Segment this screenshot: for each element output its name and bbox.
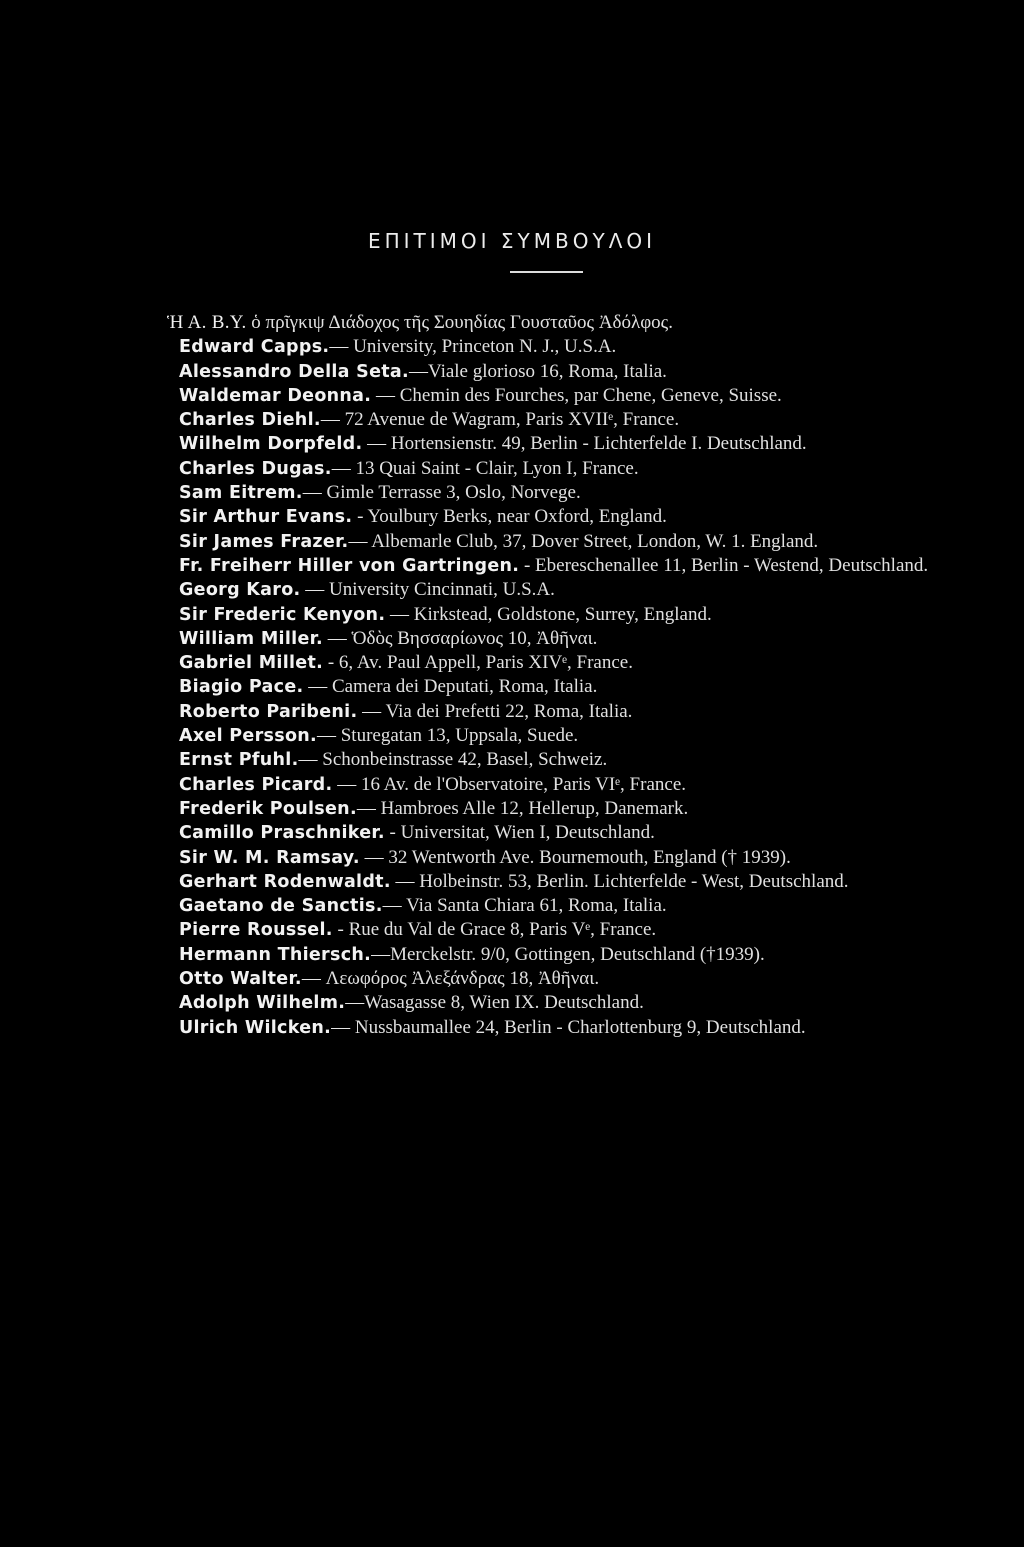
list-item — [179, 360, 939, 384]
entry-separator: - — [332, 919, 349, 941]
entry-address: Schonbeinstrasse 42, Basel, Schweiz. — [322, 749, 608, 771]
entry-separator: — — [357, 700, 386, 722]
entry-name: Edward Capps. — [179, 337, 330, 358]
list-item — [179, 675, 939, 699]
list-item — [179, 870, 939, 894]
entry-address: Chemin des Fourches, par Chene, Geneve, Suisse. — [399, 384, 782, 406]
entry-address: Merckelstr. 9/0, Gottingen, Deutschland (†1939). — [390, 943, 765, 965]
list-item — [167, 311, 939, 335]
entry-separator: — — [331, 1016, 355, 1038]
entry-address: Gimle Terrasse 3, Oslo, Norvege. — [326, 482, 581, 504]
entry-name: Sir W. M. Ramsay. — [179, 847, 360, 868]
entry-name: Otto Walter. — [179, 969, 302, 990]
entry-separator: - — [519, 554, 536, 576]
entry-name: Waldemar Deonna. — [179, 385, 372, 406]
entry-address: Universitat, Wien I, Deutschland. — [400, 822, 655, 844]
list-item — [179, 821, 939, 845]
entry-name: Wilhelm Dorpfeld. — [179, 434, 363, 455]
entry-address: Albemarle Club, 37, Dover Street, London, W. 1. England. — [371, 530, 819, 552]
entry-address: Rue du Val de Grace 8, Paris Vᵉ, France. — [348, 919, 657, 941]
entry-separator: — — [329, 336, 354, 358]
entry-separator: — — [348, 530, 372, 552]
entry-address: Via dei Prefetti 22, Roma, Italia. — [385, 700, 633, 722]
entry-separator: — — [303, 676, 332, 698]
entry-separator: — — [371, 943, 391, 965]
entry-address: Youlbury Berks, near Oxford, England. — [367, 506, 667, 528]
entry-name: Adolph Wilhelm. — [179, 993, 346, 1014]
entry-address: Kirkstead, Goldstone, Surrey, England. — [413, 603, 712, 625]
entry-separator: — — [385, 603, 414, 625]
list-item — [179, 505, 939, 529]
list-item — [179, 894, 939, 918]
entry-address: Camera dei Deputati, Roma, Italia. — [331, 676, 598, 698]
entry-address: Hambroes Alle 12, Hellerup, Danemark. — [380, 797, 689, 819]
entry-address: Ebereschenallee 11, Berlin - Westend, Deutschland. — [535, 554, 929, 576]
entry-separator: — — [331, 457, 356, 479]
entry-name: Sir Frederic Kenyon. — [179, 604, 386, 625]
entry-separator: — — [300, 579, 329, 601]
entry-name: Frederik Poulsen. — [179, 798, 357, 819]
list-item — [179, 384, 939, 408]
entry-name: Charles Picard. — [179, 774, 333, 795]
entry-address: 32 Wentworth Ave. Bournemouth, England († 1939). — [388, 846, 791, 868]
list-item — [179, 335, 939, 359]
entry-separator: — — [345, 992, 365, 1014]
honorary-advisors-list — [167, 311, 939, 1040]
entry-separator: - — [384, 822, 401, 844]
entry-separator: — — [302, 482, 327, 504]
entry-address: Λεωφόρος Ἀλεξάνδρας 18, Ἀθῆναι. — [325, 968, 600, 990]
list-item — [179, 918, 939, 942]
entry-separator: — — [356, 797, 381, 819]
entry-separator: — — [301, 968, 326, 990]
entry-name: Ernst Pfuhl. — [179, 750, 299, 771]
entry-address: Nussbaumallee 24, Berlin - Charlottenburg 9, Deutschland. — [354, 1016, 806, 1038]
list-item — [179, 603, 939, 627]
list-item — [179, 846, 939, 870]
entry-address: University Cincinnati, U.S.A. — [328, 579, 555, 601]
list-item — [179, 530, 939, 554]
entry-address: 16 Av. de l'Observatoire, Paris VIᵉ, France. — [360, 773, 686, 795]
title-underline — [510, 271, 583, 273]
entry-separator: — — [408, 360, 428, 382]
entry-address: Via Santa Chiara 61, Roma, Italia. — [406, 895, 667, 917]
entry-address: Holbeinstr. 53, Berlin. Lichterfelde - West, Deutschland. — [419, 870, 849, 892]
entry-name: Sam Eitrem. — [179, 483, 303, 504]
entry-separator: — — [298, 749, 323, 771]
entry-name: Hermann Thiersch. — [179, 944, 372, 965]
entry-name: Pierre Roussel. — [179, 920, 333, 941]
entry-name: William Miller. — [179, 628, 323, 649]
list-item — [179, 481, 939, 505]
list-item — [179, 554, 939, 578]
entry-name: Fr. Freiherr Hiller von Gartringen. — [179, 555, 520, 576]
entry-separator: — — [323, 627, 352, 649]
list-item — [179, 748, 939, 772]
entry-address: Wasagasse 8, Wien IX. Deutschland. — [364, 992, 644, 1014]
entry-separator: - — [323, 652, 339, 674]
entry-name: Axel Persson. — [179, 726, 317, 747]
list-item — [179, 1016, 939, 1040]
list-item — [179, 773, 939, 797]
list-item — [179, 724, 939, 748]
entry-separator: — — [362, 433, 391, 455]
entry-name: Sir Arthur Evans. — [179, 507, 353, 528]
entry-address: Ὁδὸς Βησσαρίωνος 10, Ἀθῆναι. — [351, 627, 598, 649]
entry-separator: — — [316, 725, 341, 747]
entry-name: Alessandro Della Seta. — [179, 361, 409, 382]
entry-address: 13 Quai Saint - Clair, Lyon I, France. — [355, 457, 639, 479]
entry-address: Viale glorioso 16, Roma, Italia. — [427, 360, 667, 382]
list-item — [179, 578, 939, 602]
entry-address: ὁ πρῖγκιψ Διάδοχος τῆς Σουηδίας Γουσταῦος Ἀδόλφος. — [251, 312, 673, 333]
list-item — [179, 627, 939, 651]
list-item — [179, 651, 939, 675]
list-item — [179, 967, 939, 991]
entry-address: Sturegatan 13, Uppsala, Suede. — [340, 725, 579, 747]
entry-address: 6, Av. Paul Appell, Paris XIVᵉ, France. — [338, 652, 633, 674]
entry-separator: - — [352, 506, 368, 528]
list-item — [179, 797, 939, 821]
entry-name: Gaetano de Sanctis. — [179, 896, 383, 917]
list-item — [179, 991, 939, 1015]
list-item — [179, 408, 939, 432]
entry-name: Ulrich Wilcken. — [179, 1017, 332, 1038]
entry-separator: — — [382, 895, 407, 917]
entry-name: Gabriel Millet. — [179, 653, 324, 674]
entry-separator: — — [320, 409, 345, 431]
list-item — [179, 457, 939, 481]
entry-separator: — — [371, 384, 400, 406]
entry-name: Gerhart Rodenwaldt. — [179, 871, 391, 892]
entry-name: Sir James Frazer. — [179, 531, 349, 552]
entry-name: Charles Diehl. — [179, 410, 321, 431]
entry-address: 72 Avenue de Wagram, Paris XVIIᵉ, France. — [344, 409, 680, 431]
page-title: ΕΠΙΤΙΜΟΙ ΣΥΜΒΟΥΛΟΙ — [367, 229, 657, 253]
entry-address: University, Princeton N. J., U.S.A. — [353, 336, 617, 358]
entry-name: Georg Karo. — [179, 580, 301, 601]
list-item — [179, 432, 939, 456]
entry-separator: — — [359, 846, 389, 868]
list-item — [179, 700, 939, 724]
entry-name: Ἡ Α. Β.Υ. — [167, 312, 247, 333]
entry-name: Camillo Praschniker. — [179, 823, 385, 844]
entry-name: Charles Dugas. — [179, 458, 332, 479]
entry-name: Roberto Paribeni. — [179, 701, 358, 722]
entry-separator: — — [390, 870, 420, 892]
entry-address: Hortensienstr. 49, Berlin - Lichterfelde I. Deutschland. — [390, 433, 807, 455]
list-item — [179, 943, 939, 967]
entry-name: Biagio Pace. — [179, 677, 304, 698]
entry-separator: — — [332, 773, 361, 795]
